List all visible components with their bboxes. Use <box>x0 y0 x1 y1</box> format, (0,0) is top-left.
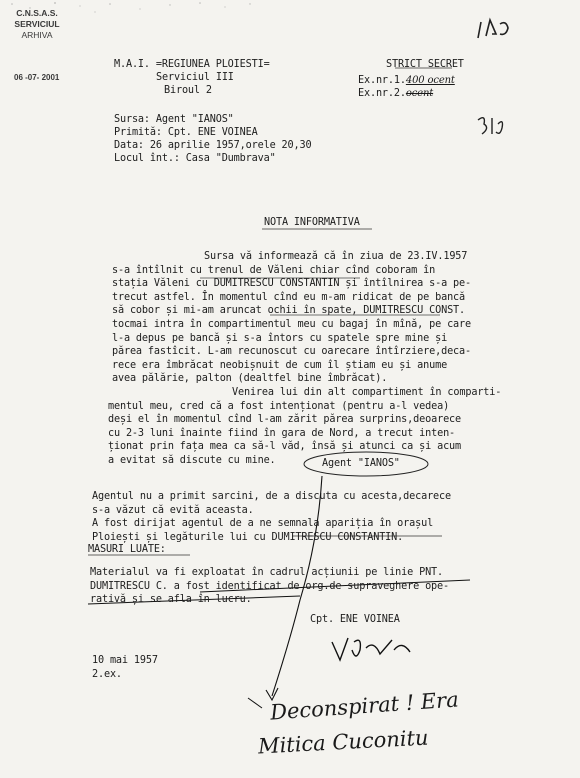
copy2-handwritten: ocent <box>405 88 434 99</box>
footer-date: 10 mai 1957 <box>92 655 158 666</box>
copy2-prefix: Ex.nr.2. <box>358 88 406 99</box>
notes-line: s-a văzut că evită aceasta. <box>92 504 254 516</box>
footer-copies: 2.ex. <box>92 669 122 680</box>
notes <box>92 490 451 544</box>
notes-line: A fost dirijat agentul de a ne semnala apariția în orașul <box>92 518 434 530</box>
p1-line: trecut astfel. În momentul cînd eu m-am ridicat de pe bancă <box>112 291 466 303</box>
archive-stamp <box>6 8 68 41</box>
p1-line: să cobor și mi-am aruncat ochii în spate, DUMITRESCU CONST. <box>112 305 466 317</box>
handwritten-note-line2: Mitica Cuconitu <box>257 725 430 759</box>
p1-line: Sursa vă informează că în ziua de 23.IV.1957 <box>204 251 468 262</box>
p2-line: a evitat să discute cu mine. <box>108 454 276 466</box>
p1-line: stația Văleni cu DUMITRESCU CONSTANTIN și întîlnirea s-a pe- <box>112 278 472 290</box>
measures-title: MASURI LUATE: <box>88 544 166 555</box>
header-line2: Serviciul III <box>156 72 234 83</box>
page-number-handwritten <box>476 116 507 135</box>
signer-name: Cpt. ENE VOINEA <box>310 614 400 625</box>
classification-number <box>482 22 520 43</box>
paragraph-2 <box>108 386 501 468</box>
stamp-line3: ARHIVA <box>21 30 53 40</box>
p1-line: avea pălărie, palton (dealtfel bine îmbrăcat). <box>112 373 388 385</box>
p1-line: rece era îmbrăcat neobișnuit de cum îl știam eu și anume <box>112 359 448 371</box>
measures-line: rativă și se afla în lucru. <box>90 594 252 606</box>
notes-line: Agentul nu a primit sarcini, de a discuta cu acesta,decarece <box>92 491 452 502</box>
stamp-line2: SERVICIUL <box>14 19 60 29</box>
agent-signature-box: Agent "IANOS" <box>322 458 400 469</box>
source-received: Primită: Cpt. ENE VOINEA <box>114 127 258 138</box>
p2-line: cu 2-3 luni înainte fiind în gara de Nord, a trecut inten- <box>108 427 456 439</box>
copy1-prefix: Ex.nr.1. <box>358 75 406 86</box>
measures-line: Materialul va fi exploatat în cadrul acțiunii pe linie PNT. <box>90 567 444 578</box>
source-agent: Sursa: Agent "IANOS" <box>114 114 234 125</box>
p2-line: Venirea lui din alt compartiment în comparti- <box>232 387 502 398</box>
signature-handwritten <box>334 632 390 656</box>
header-line1: M.A.I. =REGIUNEA PLOIESTI= <box>114 59 270 70</box>
source-location: Locul înt.: Casa "Dumbrava" <box>114 153 276 164</box>
source-date: Data: 26 aprilie 1957,orele 20,30 <box>114 140 312 151</box>
copy2-line <box>358 87 433 101</box>
copy1-line <box>358 74 455 88</box>
p2-line: ționat prin fața mea ca să-l văd, însă și atunci ca și acum <box>108 441 462 453</box>
copy1-handwritten: 400 ocent <box>405 75 455 86</box>
p1-line: l-a depus pe bancă și s-a întors cu spatele spre mine și <box>112 332 448 344</box>
measures-line: DUMITRESCU C. a fost identificat de org.de supraveghere ope- <box>90 580 450 592</box>
p2-line: mentul meu, cred că a fost intenționat (pentru a-l vedea) <box>108 400 450 412</box>
stamp-line1: C.N.S.A.S. <box>16 8 58 18</box>
paragraph-1 <box>112 250 471 386</box>
document-title: NOTA INFORMATIVA <box>264 217 360 228</box>
measures <box>90 566 449 607</box>
stamp-date: 06 -07- 2001 <box>14 73 60 82</box>
p1-line: s-a întîlnit cu trenul de Văleni chiar cînd coboram în <box>112 264 436 276</box>
handwritten-note-line1: Deconspirat ! Era <box>269 687 460 725</box>
p1-line: părea fastîcit. L-am recunoscut cu oarecare întîrziere,deca- <box>112 346 472 358</box>
p1-line: tocmai intra în compartimentul meu cu bagaj în mînă, pe care <box>112 318 472 330</box>
classification-label: STRICT SECRET <box>386 59 464 70</box>
p2-line: deși el în momentul cînd l-am zărit părea surprins,deoarece <box>108 414 462 426</box>
notes-line: Ploiești și legăturile lui cu DUMITRESCU CONSTANTIN. <box>92 531 404 543</box>
header-line3: Biroul 2 <box>164 85 212 96</box>
